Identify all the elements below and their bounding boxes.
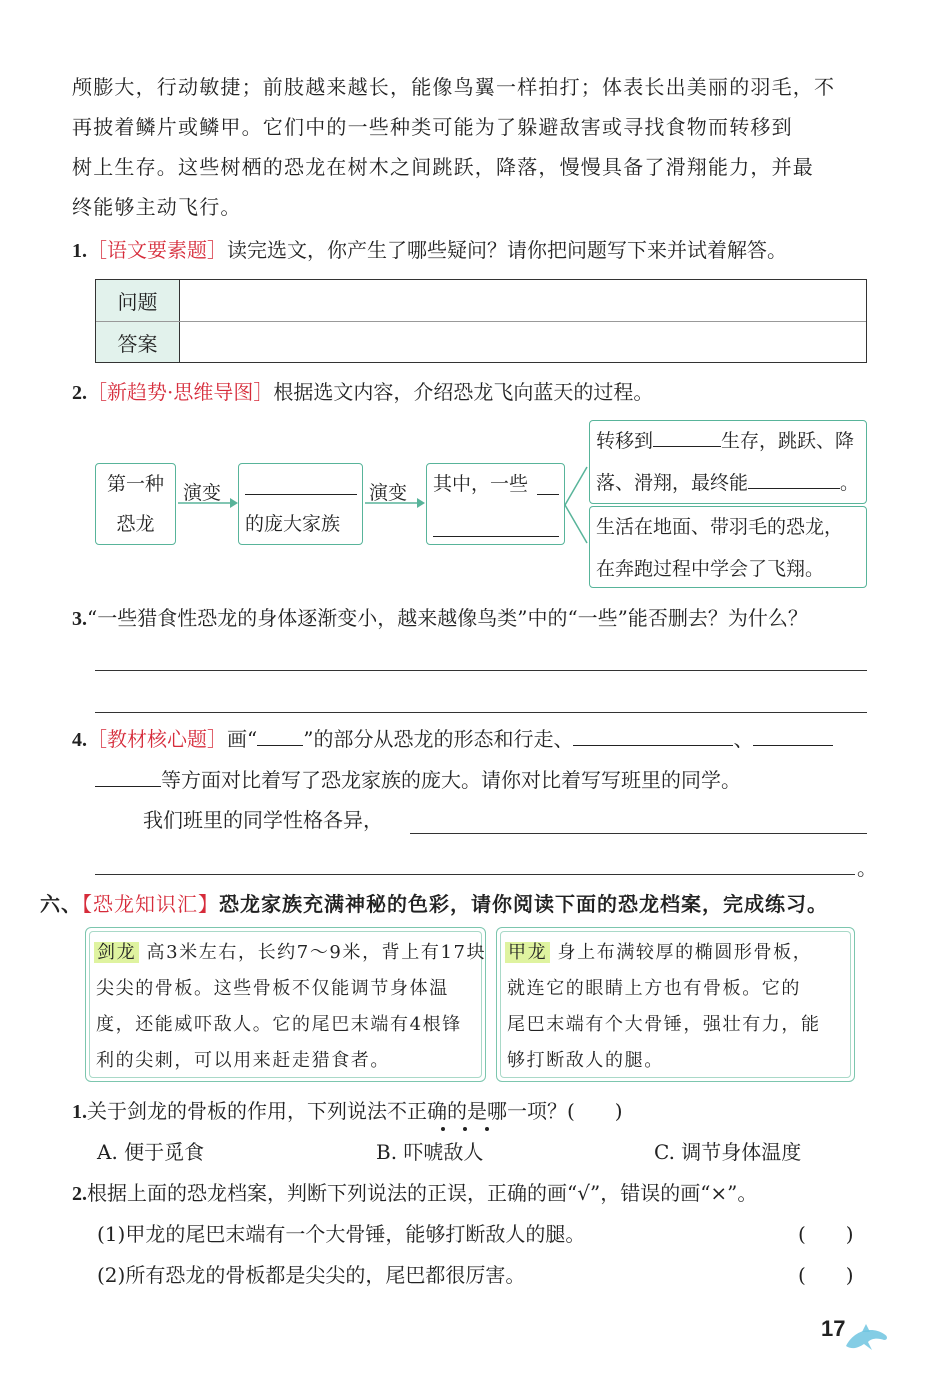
question-label-cell: 问题 [96,280,180,321]
option-b[interactable]: B. 吓唬敌人 [376,1140,484,1164]
arrow-2 [363,497,427,509]
answer-label-cell: 答案 [96,322,180,362]
passage-line-1: 颅膨大，行动敏捷；前肢越来越长，能像鸟翼一样拍打；体表长出美丽的羽毛，不 [72,75,836,99]
card-line [94,940,486,966]
box-text: 恐龙 [116,513,155,535]
question-text: 、 [733,727,754,751]
question-4-cont [95,766,741,794]
question-3 [72,604,808,633]
question-answer-field[interactable] [182,282,862,319]
page-number: 17 [821,1316,846,1341]
passage-line-2: 再披着鳞片或鳞甲。它们中的一些种类可能为了躲避敌害或寻找食物而转移到 [72,115,793,139]
card-line: 就连它的眼睛上方也有骨板。它的 [507,978,801,999]
question-number: 3. [72,608,87,630]
answer-line[interactable] [95,670,867,671]
question-text: 画“ [227,727,258,751]
mindmap-box-ground [589,506,867,588]
box-text: 转移到 [596,430,654,452]
dinosaur-card-ankylosaurus [496,927,855,1082]
arrow-label: 演变 [369,482,408,504]
answer-line[interactable] [95,712,867,713]
box-text: 的庞大家族 [245,513,341,535]
question-number: 1. [72,1101,87,1123]
dinosaur-name-highlight: 甲龙 [505,942,550,963]
fill-blank[interactable] [245,494,357,495]
box-text: 生存，跳跃、降 [721,430,855,452]
fill-blank[interactable] [537,494,559,495]
s6-question-1 [72,1097,623,1126]
question-number: 1. [72,240,87,262]
box-text: 落、滑翔，最终能 [596,472,749,494]
s6-question-2 [72,1179,757,1208]
emphasis-dots [435,1126,495,1132]
card-line [505,940,812,966]
passage-line-4: 终能够主动飞行。 [72,195,242,219]
box-text-line [596,421,854,461]
table-divider [96,321,866,322]
section-prefix: 六、 [40,892,82,916]
end-mark: 。 [857,856,877,880]
section-6-heading [40,888,828,917]
fill-blank[interactable] [433,536,559,537]
card-line: 利的尖刺，可以用来赶走猎食者。 [96,1050,390,1071]
writing-prompt [143,806,383,834]
answer-line[interactable] [95,874,855,875]
box-text: 其中，一些 [433,473,529,495]
section-text: 恐龙家族充满神秘的色彩，请你阅读下面的恐龙档案，完成练习。 [219,892,828,916]
fill-blank[interactable] [653,426,721,447]
passage-line-3: 树上生存。这些树栖的恐龙在树木之间跳跃，降落，慢慢具备了滑翔能力，并最 [72,155,814,179]
mindmap-box-family [238,463,363,545]
question-text: “一些猎食性恐龙的身体逐渐变小，越来越像鸟类”中的“一些”能否删去？为什么？ [87,606,808,630]
fill-blank[interactable] [257,725,303,746]
fill-blank[interactable] [573,725,733,746]
judgement-item-2: (2)所有恐龙的骨板都是尖尖的，尾巴都很厉害。 [97,1263,526,1287]
card-line: 尾巴末端有个大骨锤，强壮有力，能 [507,1014,821,1035]
question-number: 4. [72,729,87,751]
question-text: ”的部分从恐龙的形态和行走、 [303,727,574,751]
question-text: 关于剑龙的骨板的作用，下列说法 [87,1099,387,1123]
arrow-1 [176,497,240,509]
section-tag: 【恐龙知识汇】 [82,892,219,916]
question-text: 的是哪一项？( ) [447,1099,623,1123]
mindmap-box-some [426,463,565,545]
question-4 [72,725,833,754]
question-2 [72,378,653,407]
answer-paren-2[interactable]: ( ) [798,1263,854,1287]
box-text: 生活在地面、带羽毛的恐龙， [596,516,844,538]
qa-table [95,279,867,363]
fill-blank[interactable] [748,468,840,489]
card-text: 身上布满较厚的椭圆形骨板， [557,942,813,963]
question-text: 等方面对比着写了恐龙家族的庞大。请你对比着写写班里的同学。 [161,768,741,792]
question-tag: ［教材核心题］ [87,727,227,751]
dinosaur-name-highlight: 剑龙 [94,942,139,963]
box-text: 在奔跑过程中学会了飞翔。 [596,558,825,580]
answer-line[interactable] [410,833,867,834]
question-text: 读完选文，你产生了哪些疑问？请你把问题写下来并试着解答。 [227,238,787,262]
prompt-text: 我们班里的同学性格各异， [143,808,383,832]
question-number: 2. [72,382,87,404]
question-tag: ［新趋势·思维导图］ [87,380,274,404]
box-text: 第一种 [106,473,164,495]
fill-blank[interactable] [95,766,161,787]
question-number: 2. [72,1183,87,1205]
box-text: 。 [840,472,860,494]
dolphin-icon [842,1318,890,1358]
card-text: 高3米左右，长约7～9米，背上有17块 [146,942,487,963]
option-c[interactable]: C. 调节身体温度 [654,1140,802,1164]
judgement-item-1: (1)甲龙的尾巴末端有一个大骨锤，能够打断敌人的腿。 [97,1222,586,1246]
question-text: 根据选文内容，介绍恐龙飞向蓝天的过程。 [273,380,654,404]
option-a[interactable]: A. 便于觅食 [97,1140,205,1164]
dinosaur-card-stegosaurus [85,927,486,1082]
answer-field[interactable] [182,324,862,360]
card-line: 度，还能威吓敌人。它的尾巴末端有4根锋 [96,1014,462,1035]
question-tag: ［语文要素题］ [87,238,227,262]
mindmap-box-trees [589,420,867,504]
answer-paren-1[interactable]: ( ) [798,1222,854,1246]
card-line: 尖尖的骨板。这些骨板不仅能调节身体温 [96,978,449,999]
mindmap-box-first-dinosaur [95,463,176,545]
fill-blank[interactable] [753,725,833,746]
emphasis-text: 不正确 [387,1099,447,1123]
question-1 [72,236,787,265]
question-text: 根据上面的恐龙档案，判断下列说法的正误，正确的画“√”，错误的画“×”。 [87,1181,758,1205]
box-text-line [596,463,859,503]
card-line: 够打断敌人的腿。 [507,1050,664,1071]
arrow-label: 演变 [183,482,222,504]
